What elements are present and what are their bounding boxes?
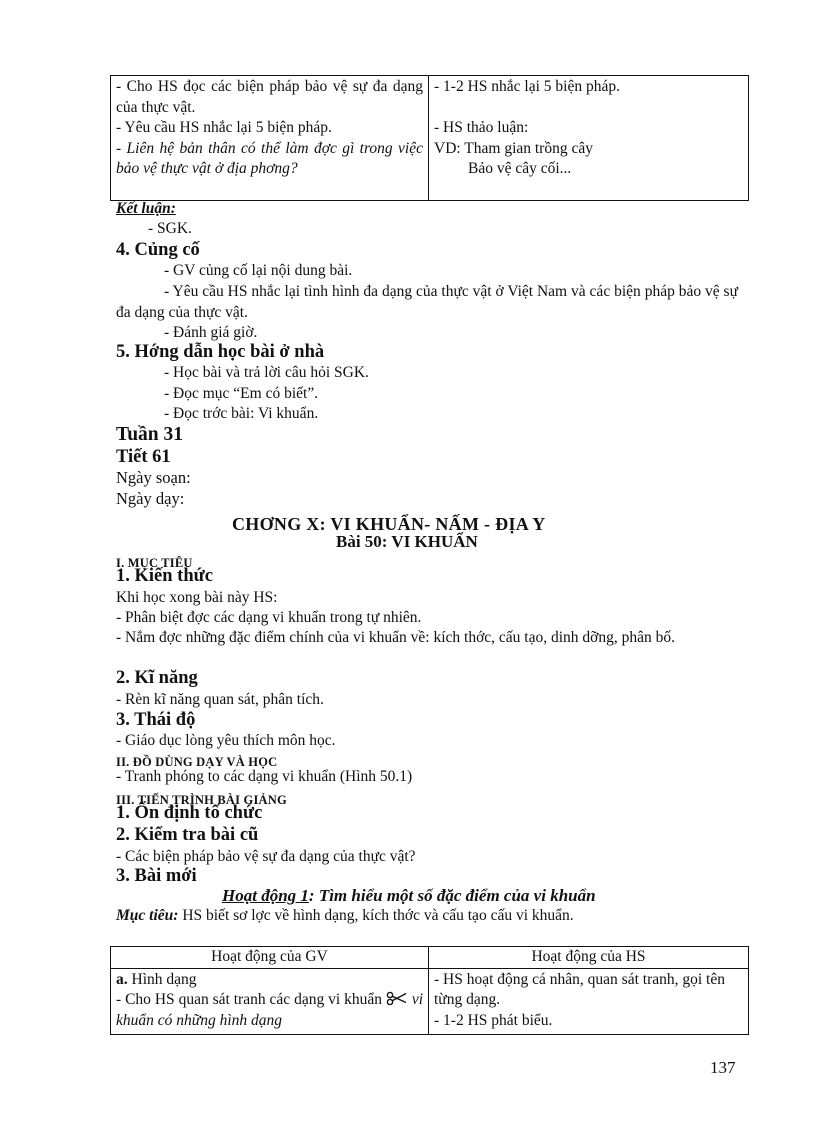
- teacher-activity-cell: [111, 76, 429, 201]
- header-student: Hoạt động của HS: [429, 947, 749, 969]
- subsection-heading: 1. Ổn định tổ chức: [116, 803, 263, 823]
- list-item: - Phân biệt đợc các dạng vi khuẩn trong tự nhiên.: [116, 609, 422, 626]
- student-step: - 1-2 HS phát biểu.: [434, 1011, 553, 1029]
- list-item: - Tranh phóng to các dạng vi khuẩn (Hình 50.1): [116, 768, 413, 785]
- section-heading: 5. Hớng dẫn học bài ở nhà: [116, 342, 325, 362]
- teacher-step: - Yêu cầu HS nhắc lại 5 biện pháp.: [116, 119, 332, 136]
- activity-label: Hoạt động 1: [222, 886, 309, 905]
- conclusion-label: Kết luận:: [116, 200, 176, 217]
- list-item: - Các biện pháp bảo vệ sự đa dạng của thực vật?: [116, 848, 416, 865]
- part-heading: I. MỤC TIÊU: [116, 556, 193, 570]
- subsection-heading: 3. Thái độ: [116, 710, 196, 730]
- teacher-step-italic: - Liên hệ bản thân có thể làm đợc gì trong việc bảo vệ thực vật ở địa phơng?: [116, 139, 423, 177]
- conclusion-text: - SGK.: [148, 220, 192, 237]
- student-step: - 1-2 HS nhắc lại 5 biện pháp.: [434, 78, 620, 95]
- section-heading: 4. Củng cố: [116, 240, 200, 260]
- activity-goal: [116, 906, 574, 927]
- student-step: Bảo vệ cây cối...: [468, 160, 572, 177]
- lesson-title: Bài 50: VI KHUẨN: [336, 532, 478, 551]
- subsection-heading: 1. Kiến thức: [116, 566, 213, 586]
- week-label: Tuần 31: [116, 424, 184, 445]
- chapter-title: CHƠNG X: VI KHUẨN- NẤM - ĐỊA Y: [232, 514, 546, 534]
- list-item: - Yêu cầu HS nhắc lại tình hình đa dạng của thực vật ở Việt Nam và các biện pháp bảo vệ sự đa dạng của thực vật.: [116, 283, 738, 321]
- paragraph: Khi học xong bài này HS:: [116, 589, 278, 606]
- teacher-subheading: [116, 970, 423, 991]
- header-teacher: Hoạt động của GV: [111, 947, 429, 969]
- student-step: VD: Tham gian trồng cây: [434, 139, 593, 157]
- goal-label: Mục tiêu:: [116, 907, 179, 924]
- student-activity-cell: [429, 968, 749, 1034]
- list-item: - Rèn kĩ năng quan sát, phân tích.: [116, 691, 324, 708]
- list-item: - Học bài và trả lời câu hỏi SGK.: [164, 364, 369, 381]
- list-item: - Đọc trớc bài: Vi khuẩn.: [164, 405, 319, 422]
- activity-table-bottom: [110, 946, 749, 1035]
- teacher-activity-cell: [111, 968, 429, 1034]
- scissors-icon: [386, 991, 408, 1005]
- student-activity-cell: [429, 76, 749, 201]
- subsection-heading: 3. Bài mới: [116, 866, 197, 886]
- activity-table-top: [110, 75, 749, 201]
- activity-title: : Tìm hiểu một số đặc điểm của vi khuẩn: [308, 886, 596, 905]
- period-label: Tiết 61: [116, 447, 171, 467]
- item-title: Hình dạng: [127, 970, 197, 988]
- page-number: 137: [710, 1058, 736, 1077]
- student-step: - HS thảo luận:: [434, 119, 529, 136]
- list-item: - Đọc mục “Em có biết”.: [164, 385, 319, 402]
- date-prepared: Ngày soạn:: [116, 468, 191, 487]
- subsection-heading: 2. Kĩ năng: [116, 668, 198, 688]
- activity-heading: [222, 886, 596, 907]
- teacher-step: - Cho HS quan sát tranh các dạng vi khuẩn vi khuẩn có những hình dạng: [116, 991, 424, 1029]
- teacher-step: - Cho HS đọc các biện pháp bảo vệ sự đa dạng của thực vật.: [116, 78, 423, 116]
- goal-text: HS biết sơ lợc về hình dạng, kích thớc và cấu tạo cấu vi khuẩn.: [178, 907, 574, 924]
- list-item: - Giáo dục lòng yêu thích môn học.: [116, 732, 336, 749]
- list-item: - Nắm đợc những đặc điểm chính của vi khuẩn về: kích thớc, cấu tạo, dinh dỡng, phân bố.: [116, 629, 675, 646]
- student-step: - HS hoạt động cá nhân, quan sát tranh, gọi tên từng dạng.: [434, 970, 725, 1008]
- subsection-heading: 2. Kiểm tra bài cũ: [116, 825, 259, 845]
- list-item: - Đánh giá giờ.: [164, 324, 258, 341]
- list-item: - GV củng cố lại nội dung bài.: [164, 262, 353, 279]
- item-marker: a.: [116, 970, 128, 988]
- part-heading: III. TIẾN TRÌNH BÀI GIẢNG: [116, 793, 287, 807]
- part-heading: II. ĐỒ DÙNG DẠY VÀ HỌC: [116, 755, 278, 769]
- date-taught: Ngày dạy:: [116, 489, 185, 508]
